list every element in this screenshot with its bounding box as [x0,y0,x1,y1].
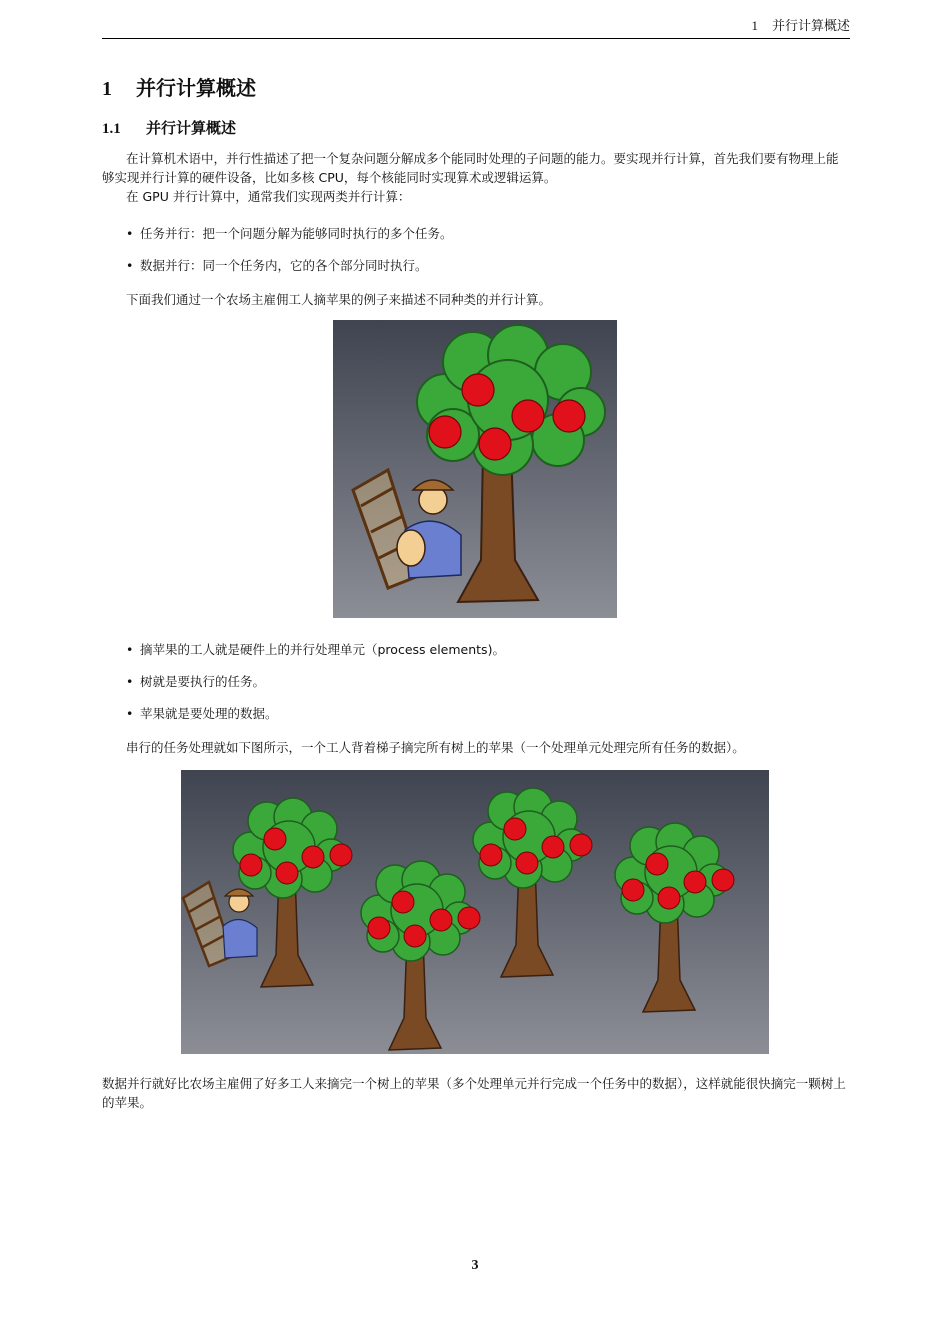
bullet-apple-meaning: • 苹果就是要处理的数据。 [126,704,278,723]
header-chapter-title: 并行计算概述 [771,19,850,34]
header-chapter-number: 1 [751,18,758,33]
paragraph-serial-processing: 串行的任务处理就如下图所示，一个工人背着梯子摘完所有树上的苹果（一个处理单元处理完所有任务的数据）。 [126,740,745,755]
page-number: 3 [471,1258,479,1273]
paragraph-intro: 在计算机术语中，并行性描述了把一个复杂问题分解成多个能同时处理的子问题的能力。要实现并行计算，首先我们要有物理上能够实现并行计算的硬件设备，比如多核 CPU，每个核能同时实现算术或逻辑运算。 [102,151,839,185]
subsection-number: 1.1 [102,121,121,137]
bullet-data-parallel: • 数据并行：同一个任务内，它的各个部分同时执行。 [126,256,428,275]
section-heading [102,74,256,103]
paragraph-data-parallel-analogy: 数据并行就好比农场主雇佣了好多工人来摘完一个树上的苹果（多个处理单元并行完成一个任务中的数据），这样就能很快摘完一颗树上的苹果。 [102,1076,846,1110]
bullet-worker-meaning: • 摘苹果的工人就是硬件上的并行处理单元（process elements)。 [126,640,505,659]
figure-serial-processing-trees [181,770,769,1054]
bullet-tree-meaning: • 树就是要执行的任务。 [126,672,265,691]
figure-worker-and-tree [333,320,617,618]
subsection-title: 并行计算概述 [146,119,237,137]
subsection-heading [102,116,236,141]
paragraph-example-intro: 下面我们通过一个农场主雇佣工人摘苹果的例子来描述不同种类的并行计算。 [126,292,552,307]
section-number: 1 [102,78,112,100]
running-header [102,14,850,39]
paragraph-gpu-types: 在 GPU 并行计算中，通常我们实现两类并行计算： [126,189,411,204]
section-title: 并行计算概述 [136,76,256,100]
bullet-task-parallel: • 任务并行：把一个问题分解为能够同时执行的多个任务。 [126,224,453,243]
